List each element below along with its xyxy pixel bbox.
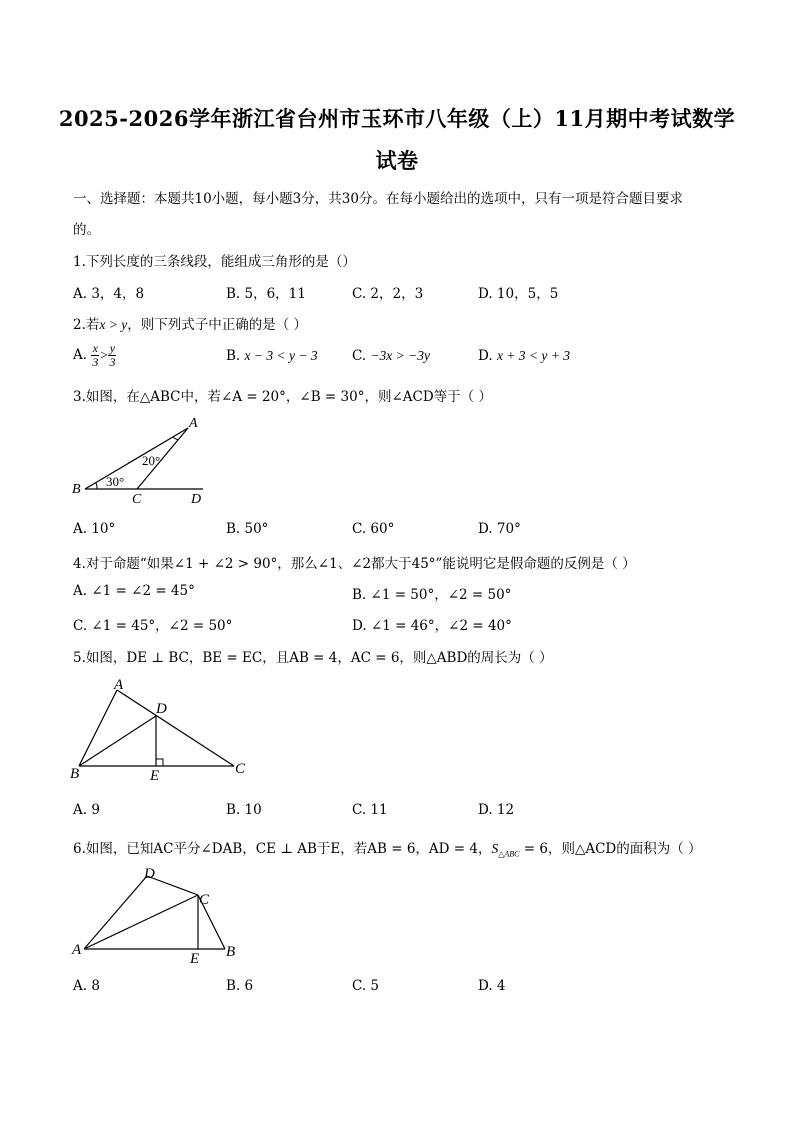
- question-3-stem: 3.如图，在△ABC中，若∠A = 20°，∠B = 30°，则∠ACD等于（ ）: [73, 389, 492, 405]
- q2-option-a: [73, 342, 116, 369]
- q4-option-b: B. ∠1 = 50°，∠2 = 50°: [352, 587, 512, 603]
- q3-arc-a: [173, 437, 178, 440]
- q1-option-c: C. 2，2，3: [352, 286, 424, 302]
- q5-label-a: A: [114, 677, 124, 693]
- q5-option-b: B. 10: [226, 802, 262, 818]
- q5-option-d: D. 12: [478, 802, 515, 818]
- section-header: 一、选择题：本题共10小题，每小题3分，共30分。在每小题给出的选项中，只有一项是符合题目要求: [73, 191, 683, 207]
- q2-stem-math: x > y: [99, 317, 128, 332]
- q6-option-a: A. 8: [73, 978, 100, 994]
- q6-label-a: A: [72, 942, 82, 958]
- q2-option-b-expr: x − 3 < y − 3: [244, 348, 318, 363]
- q2-option-a-frac-left: $\frac{x}{3}$: [92, 341, 99, 369]
- question-6-stem: [73, 837, 702, 859]
- q6-label-d: D: [144, 866, 155, 882]
- q3-label-d: D: [191, 492, 202, 507]
- q2-option-d: [478, 348, 570, 364]
- q5-option-a: A. 9: [73, 802, 100, 818]
- q5-label-b: B: [70, 766, 80, 782]
- q1-option-b: B. 5，6，11: [226, 286, 306, 302]
- q6-option-b: B. 6: [226, 978, 254, 994]
- q5-line-ac: [117, 690, 234, 766]
- q4-option-c: C. ∠1 = 45°，∠2 = 50°: [73, 618, 233, 634]
- question-1-stem: 1.下列长度的三条线段，能组成三角形的是（）: [73, 254, 356, 270]
- q6-line-ac: [84, 895, 198, 949]
- q4-option-d: D. ∠1 = 46°，∠2 = 40°: [352, 618, 512, 634]
- q2-option-b: [226, 348, 318, 364]
- page-title-line2: 试卷: [375, 148, 419, 173]
- q6-area-subscript: △ABC: [498, 849, 520, 859]
- q3-line-ba: [85, 428, 188, 489]
- q2-option-a-frac-right: $\frac{y}{3}$: [109, 341, 116, 369]
- q2-option-a-letter: A.: [73, 347, 88, 363]
- q5-label-c: C: [235, 761, 246, 777]
- q2-option-c-expr: −3x > −3y: [370, 348, 431, 363]
- q2-option-c-letter: C.: [352, 348, 367, 364]
- q3-arc-b: [96, 483, 97, 489]
- q5-line-ab: [79, 690, 117, 766]
- page-title: 2025-2026学年浙江省台州市玉环市八年级（上）11月期中考试数学: [58, 106, 736, 131]
- q3-option-c: C. 60°: [352, 521, 395, 537]
- q6-line-ad: [84, 876, 147, 949]
- q3-option-d: D. 70°: [478, 521, 521, 537]
- q3-label-a: A: [189, 416, 198, 431]
- q3-angle-b: 30°: [106, 474, 125, 489]
- question-2-stem: [73, 313, 307, 333]
- q3-label-b: B: [72, 482, 81, 497]
- q6-label-b: B: [226, 944, 236, 960]
- q3-option-b: B. 50°: [226, 521, 269, 537]
- q5-label-d: D: [156, 701, 167, 717]
- q3-figure: [60, 410, 220, 510]
- question-4-stem: 4.对于命题“如果∠1 + ∠2 > 90°，那么∠1、∠2都大于45°”能说明它是假命题的反例是（ ）: [73, 556, 636, 572]
- q2-stem-prefix: 2.若: [73, 317, 100, 333]
- q1-option-d: D. 10，5，5: [478, 286, 559, 302]
- q2-option-c: [352, 348, 430, 364]
- q2-option-a-op: >: [99, 347, 109, 363]
- q4-option-a: A. ∠1 = ∠2 = 45°: [73, 583, 195, 599]
- question-5-stem: 5.如图，DE ⊥ BC，BE = EC，且AB = 4，AC = 6，则△ABD的周长为（ ）: [73, 650, 553, 666]
- q6-stem-suffix: = 6，则△ACD的面积为（ ）: [519, 841, 702, 857]
- q5-label-e: E: [150, 768, 160, 784]
- q6-label-e: E: [190, 951, 200, 967]
- q5-figure: [62, 672, 262, 787]
- q2-stem-suffix: ，则下列式子中正确的是（ ）: [127, 317, 308, 333]
- section-header-line2: 的。: [73, 222, 100, 238]
- q3-label-c: C: [132, 492, 142, 507]
- q5-option-c: C. 11: [352, 802, 388, 818]
- q3-angle-a: 20°: [142, 453, 161, 468]
- q1-option-a: A. 3，4，8: [73, 286, 145, 302]
- q5-line-bd: [79, 716, 156, 766]
- q6-stem-prefix: 6.如图，已知AC平分∠DAB，CE ⊥ AB于E，若AB = 6，AD = 4，: [73, 841, 492, 857]
- q2-option-d-letter: D.: [478, 348, 493, 364]
- q6-option-c: C. 5: [352, 978, 380, 994]
- q2-option-b-letter: B.: [226, 348, 241, 364]
- q6-option-d: D. 4: [478, 978, 506, 994]
- q5-right-angle-mark: [156, 759, 163, 766]
- q3-option-a: A. 10°: [73, 521, 116, 537]
- q6-area-symbol: S: [491, 841, 499, 856]
- q2-option-d-expr: x + 3 < y + 3: [496, 348, 571, 363]
- q6-label-c: C: [199, 892, 210, 908]
- q6-figure: [62, 862, 252, 967]
